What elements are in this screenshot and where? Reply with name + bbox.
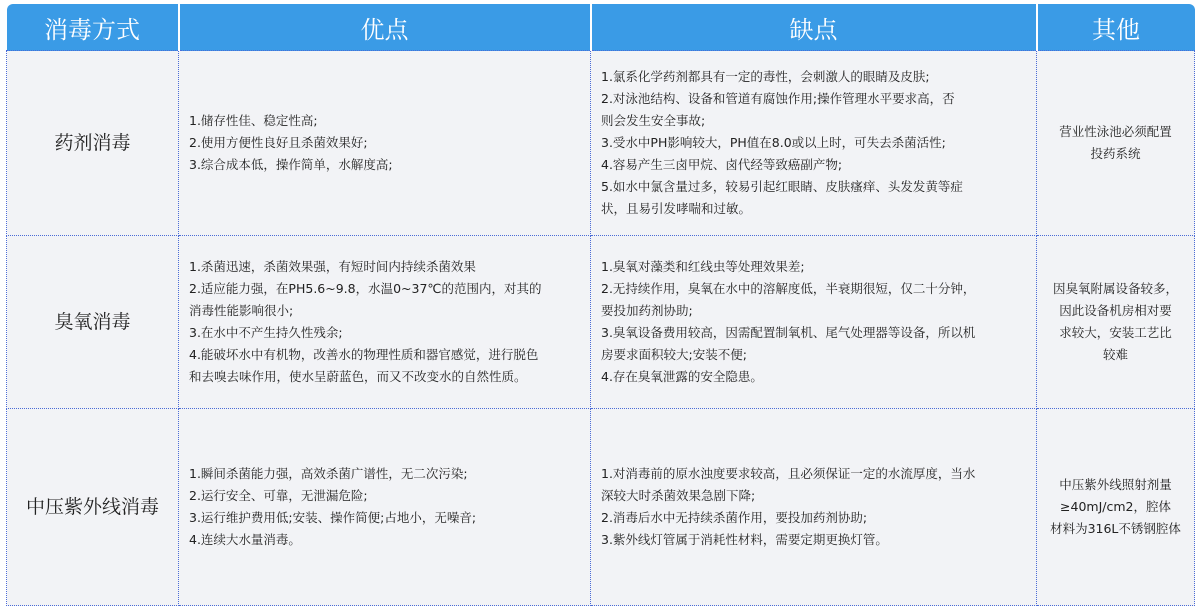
cons-line: 1.对消毒前的原水浊度要求较高，且必须保证一定的水流厚度，当水 [601, 466, 976, 481]
cons-line: 要投加药剂协助; [601, 303, 693, 318]
other-cell [1037, 409, 1195, 606]
cons-cell [591, 236, 1037, 409]
header-pros: 优点 [179, 4, 591, 51]
other-cell [1037, 236, 1195, 409]
other-line: 因此设备机房相对要 [1059, 303, 1172, 318]
pros-cell [179, 51, 591, 236]
cons-line: 1.氯系化学药剂都具有一定的毒性，会刺激人的眼睛及皮肤; [601, 69, 930, 84]
comparison-table-frame [6, 4, 1194, 606]
header-method: 消毒方式 [7, 4, 179, 51]
pros-line: 1.瞬间杀菌能力强，高效杀菌广谱性，无二次污染; [189, 466, 468, 481]
pros-line: 2.适应能力强，在PH5.6~9.8，水温0~37℃的范围内，对其的 [189, 281, 542, 296]
pros-line: 4.能破坏水中有机物，改善水的物理性质和器官感觉，进行脱色 [189, 347, 539, 362]
other-line: 因臭氧附属设备较多， [1052, 281, 1178, 296]
cons-line: 3.臭氧设备费用较高，因需配置制氧机、尾气处理器等设备，所以机 [601, 325, 976, 340]
other-line: 中压紫外线照射剂量 [1059, 477, 1172, 492]
header-row [7, 4, 1195, 51]
pros-line: 1.杀菌迅速，杀菌效果强，有短时间内持续杀菌效果 [189, 259, 476, 274]
cons-line: 状，且易引发哮喘和过敏。 [601, 201, 752, 216]
table-row [7, 236, 1195, 409]
other-line: 投药系统 [1090, 146, 1141, 161]
cons-line: 2.对泳池结构、设备和管道有腐蚀作用;操作管理水平要求高，否 [601, 91, 955, 106]
cons-line: 深较大时杀菌效果急剧下降; [601, 488, 756, 503]
cons-line: 2.无持续作用，臭氧在水中的溶解度低，半衰期很短，仅二十分钟， [601, 281, 976, 296]
header-cons: 缺点 [591, 4, 1037, 51]
other-cell [1037, 51, 1195, 236]
cons-line: 房要求面积较大;安装不便; [601, 347, 747, 362]
cons-line: 4.容易产生三卤甲烷、卤代经等致癌副产物; [601, 157, 843, 172]
pros-line: 消毒性能影响很小; [189, 303, 294, 318]
pros-line: 和去嗅去味作用，使水呈蔚蓝色，而又不改变水的自然性质。 [189, 369, 527, 384]
method-cell: 中压紫外线消毒 [7, 409, 179, 606]
disinfection-comparison-table [6, 4, 1195, 606]
pros-cell [179, 236, 591, 409]
pros-line: 2.运行安全、可靠，无泄漏危险; [189, 488, 368, 503]
pros-line: 3.运行维护费用低;安装、操作简便;占地小，无噪音; [189, 510, 477, 525]
table-row [7, 409, 1195, 606]
header-other: 其他 [1037, 4, 1195, 51]
other-line: ≥40mJ/cm2，腔体 [1060, 499, 1171, 514]
cons-line: 则会发生安全事故; [601, 113, 706, 128]
cons-line: 3.受水中PH影响较大，PH值在8.0或以上时，可失去杀菌活性; [601, 135, 946, 150]
cons-cell [591, 409, 1037, 606]
pros-line: 3.在水中不产生持久性残余; [189, 325, 343, 340]
other-line: 营业性泳池必须配置 [1059, 124, 1172, 139]
other-line: 材料为316L不锈钢腔体 [1050, 521, 1181, 536]
cons-line: 1.臭氧对藻类和红线虫等处理效果差; [601, 259, 805, 274]
pros-line: 4.连续大水量消毒。 [189, 532, 301, 547]
cons-line: 2.消毒后水中无持续杀菌作用，要投加药剂协助; [601, 510, 868, 525]
pros-cell [179, 409, 591, 606]
other-line: 求较大，安装工艺比 [1059, 325, 1172, 340]
other-line: 较难 [1102, 347, 1128, 362]
cons-line: 5.如水中氯含量过多，较易引起红眼睛、皮肤瘙痒、头发发黄等症 [601, 179, 963, 194]
cons-cell [591, 51, 1037, 236]
method-cell: 药剂消毒 [7, 51, 179, 236]
pros-line: 3.综合成本低，操作简单，水解度高; [189, 157, 393, 172]
cons-line: 3.紫外线灯管属于消耗性材料，需要定期更换灯管。 [601, 532, 888, 547]
pros-line: 2.使用方便性良好且杀菌效果好; [189, 135, 368, 150]
pros-line: 1.储存性佳、稳定性高; [189, 113, 318, 128]
table-row [7, 51, 1195, 236]
cons-line: 4.存在臭氧泄露的安全隐患。 [601, 369, 763, 384]
method-cell: 臭氧消毒 [7, 236, 179, 409]
